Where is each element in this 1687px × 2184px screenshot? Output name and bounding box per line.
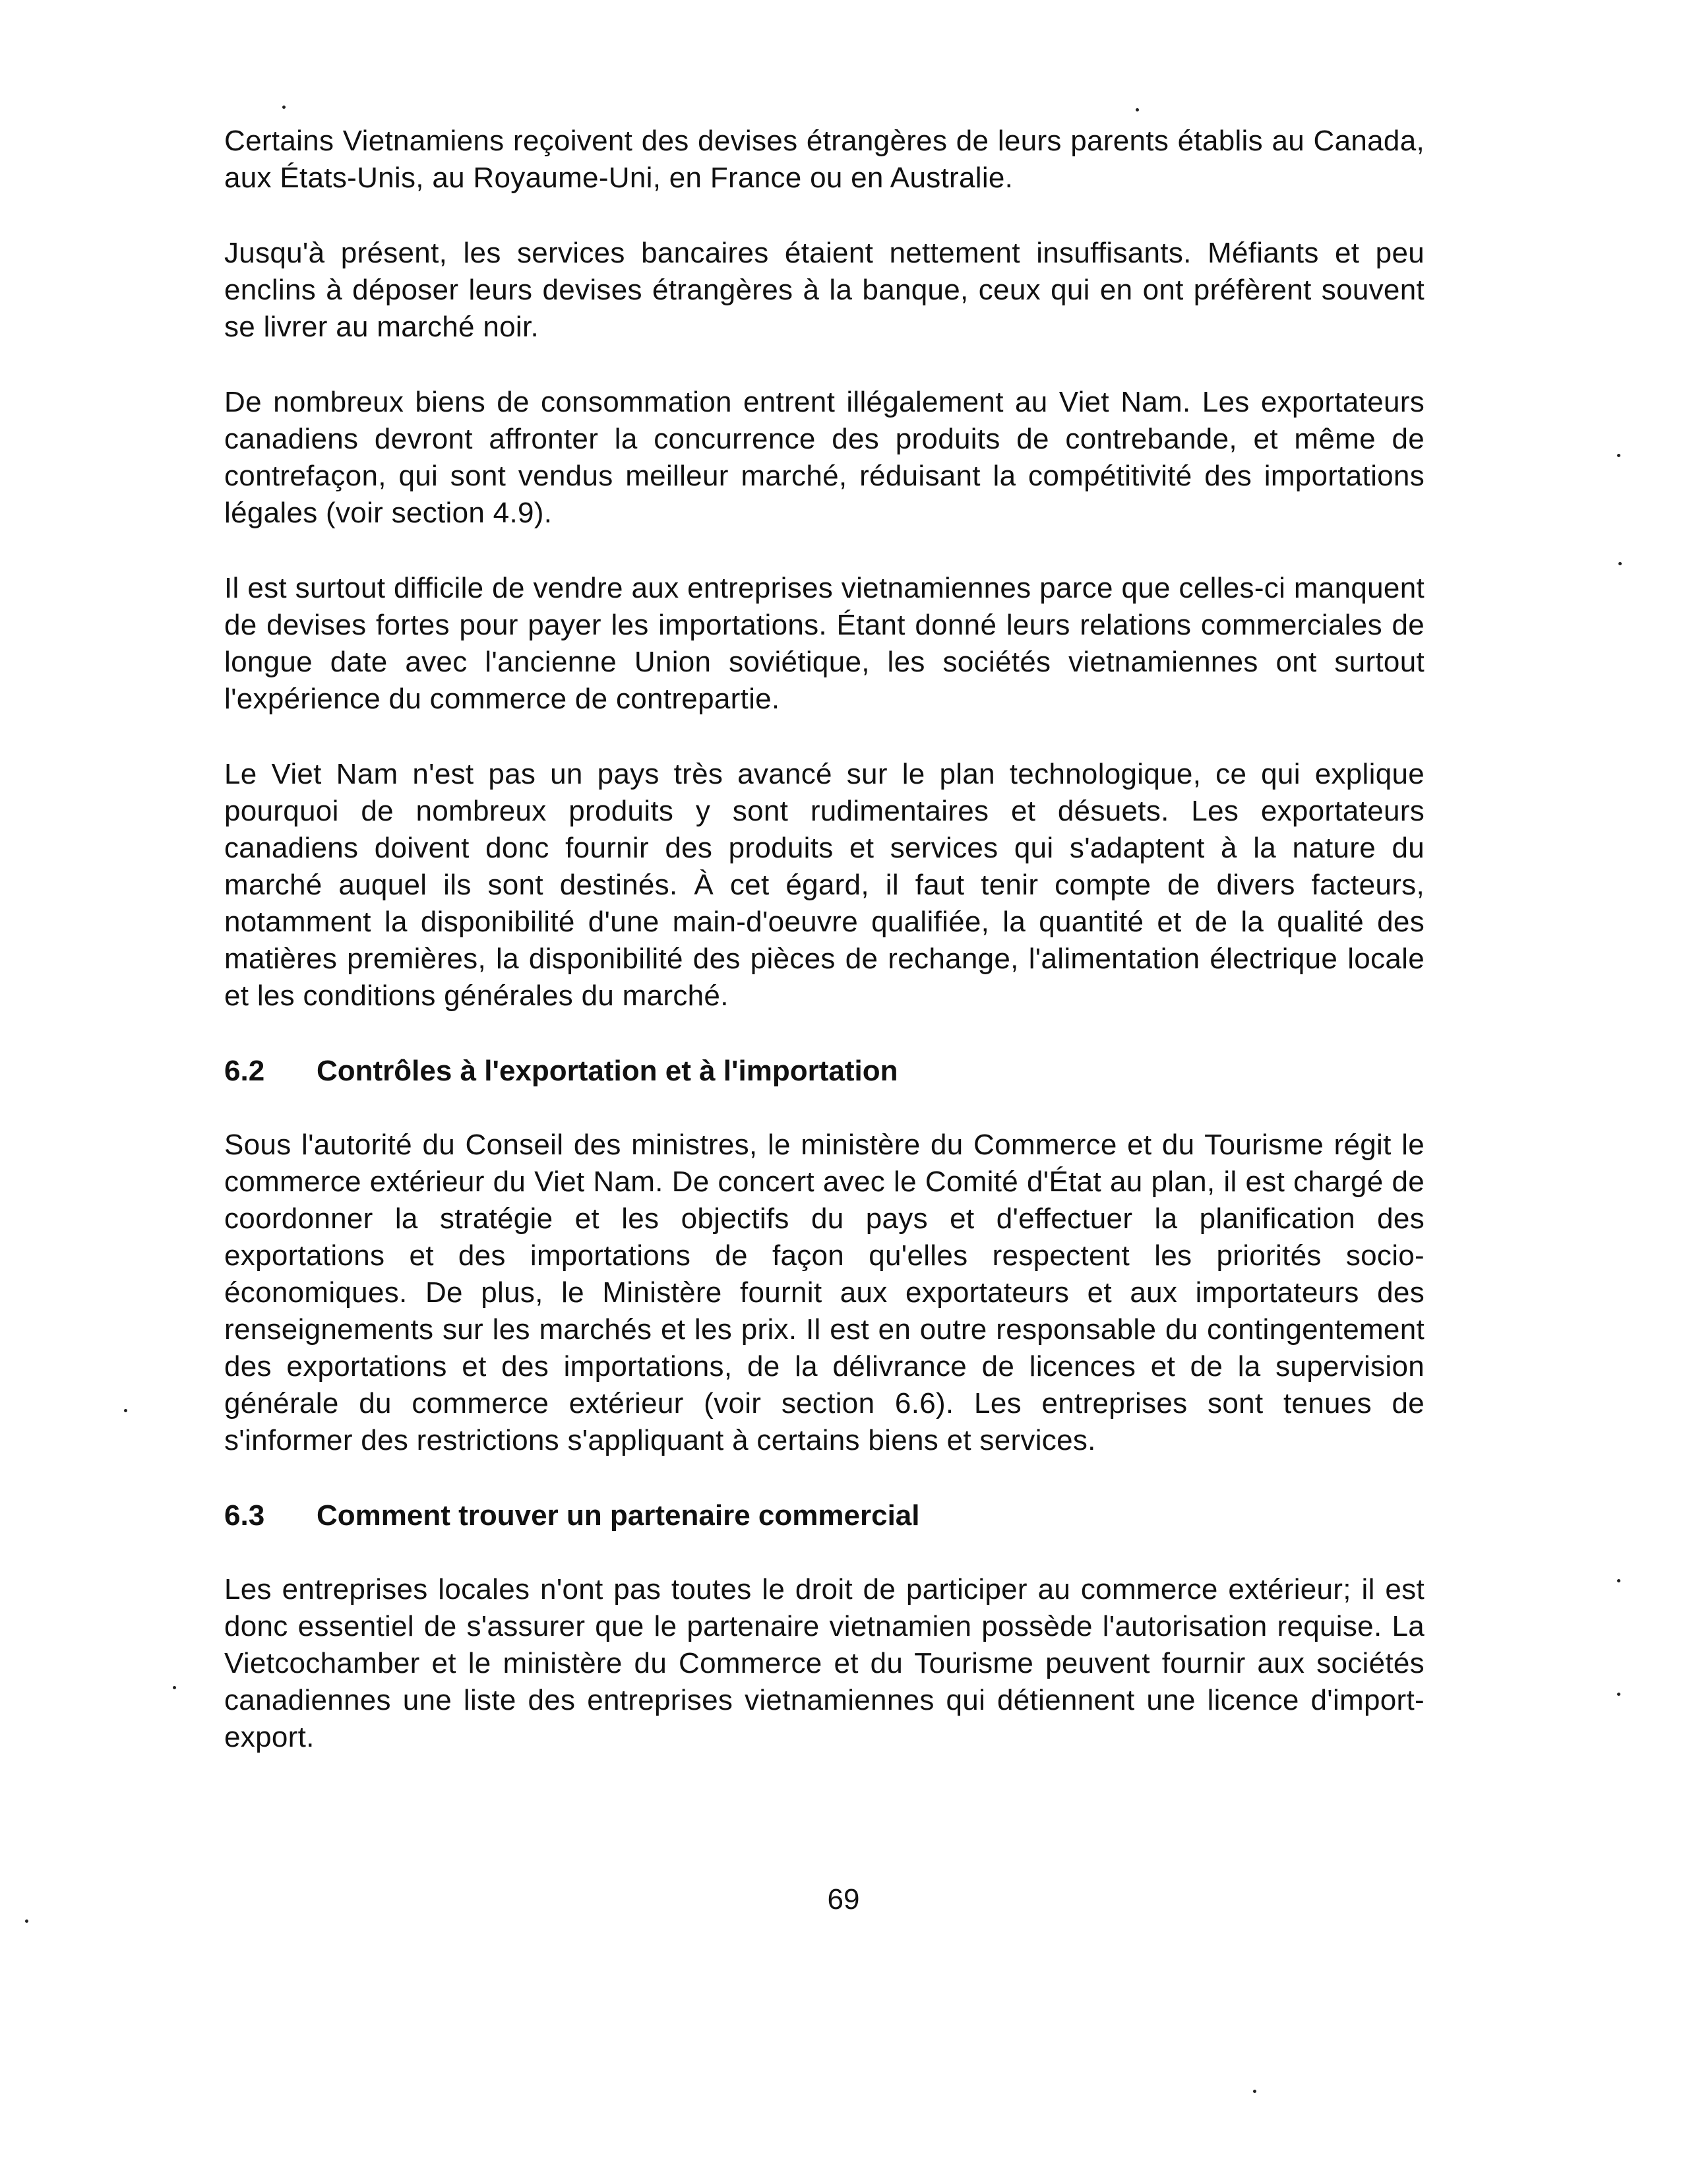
page-number: 69 [827, 1883, 860, 1916]
scan-speck [1617, 454, 1620, 457]
section-title: Contrôles à l'exportation et à l'importation [317, 1055, 898, 1087]
section-number: 6.2 [224, 1055, 265, 1087]
paragraph-technology: Le Viet Nam n'est pas un pays très avancé sur le plan technologique, ce qui explique pourquoi de nombreux produits y sont rudimentaires et désuets. Les exportateurs canadiens doivent donc fournir des produits et services qui s'adaptent à la nature du marché auquel ils sont destinés. À cet égard, il faut tenir compte de divers facteurs, notamment la disponibilité d'une main-d'oeuvre qualifiée, la quantité et de la qualité des matières premières, la disponibilité des pièces de rechange, l'alimentation électrique locale et les conditions générales du marché. [224, 758, 1425, 1012]
paragraph-export-import-controls: Sous l'autorité du Conseil des ministres, le ministère du Commerce et du Tourisme régit le commerce extérieur du Viet Nam. De concert avec le Comité d'État au plan, il est chargé de coordonner la stratégie et les objectifs du pays et d'effectuer la planification des exportations et des importations de façon qu'elles respectent les priorités socio-économiques. De plus, le Ministère fournit aux exportateurs et aux importateurs des renseignements sur les marchés et les prix. Il est en outre responsable du contingentement des exportations et des importations, de la délivrance de licences et de la supervision générale du commerce extérieur (voir section 6.6). Les entreprises sont tenues de s'informer des restrictions s'appliquant à certains biens et services. [224, 1129, 1425, 1456]
paragraph-contraband: De nombreux biens de consommation entrent illégalement au Viet Nam. Les exportateurs canadiens devront affronter la concurrence des produits de contrebande, et même de contrefaçon, qui sont vendus meilleur marché, réduisant la compétitivité des importations légales (voir section 4.9). [224, 386, 1425, 529]
scan-speck [1617, 1579, 1620, 1582]
scan-speck [173, 1686, 176, 1689]
section-heading-6-2 [224, 1053, 1425, 1090]
scan-speck [282, 106, 286, 109]
section-heading-6-3 [224, 1497, 1425, 1534]
section-number: 6.3 [224, 1499, 265, 1532]
scan-speck [1136, 108, 1139, 111]
document-body [224, 123, 1425, 1794]
scan-speck [1253, 2090, 1256, 2093]
scan-speck [1617, 1693, 1620, 1696]
paragraph-foreign-currency: Certains Vietnamiens reçoivent des devises étrangères de leurs parents établis au Canada, aux États-Unis, au Royaume-Uni, en France ou en Australie. [224, 125, 1425, 194]
scan-speck [124, 1409, 127, 1412]
paragraph-hard-currency: Il est surtout difficile de vendre aux entreprises vietnamiennes parce que celles-ci manquent de devises fortes pour payer les importations. Étant donné leurs relations commerciales de longue date avec l'ancienne Union soviétique, les sociétés vietnamiennes ont surtout l'expérience du commerce de contrepartie. [224, 572, 1425, 715]
scan-speck [25, 1919, 28, 1923]
paragraph-banking-services: Jusqu'à présent, les services bancaires étaient nettement insuffisants. Méfiants et peu enclins à déposer leurs devises étrangères à la banque, ceux qui en ont préfèrent souvent se livrer au marché noir. [224, 237, 1425, 343]
paragraph-finding-partner: Les entreprises locales n'ont pas toutes le droit de participer au commerce extérieur; il est donc essentiel de s'assurer que le partenaire vietnamien possède l'autorisation requise. La Vietcochamber et le ministère du Commerce et du Tourisme peuvent fournir aux sociétés canadiennes une liste des entreprises vietnamiennes qui détiennent une licence d'import-export. [224, 1573, 1425, 1753]
section-title: Comment trouver un partenaire commercial [317, 1499, 920, 1532]
scan-speck [1618, 562, 1622, 565]
